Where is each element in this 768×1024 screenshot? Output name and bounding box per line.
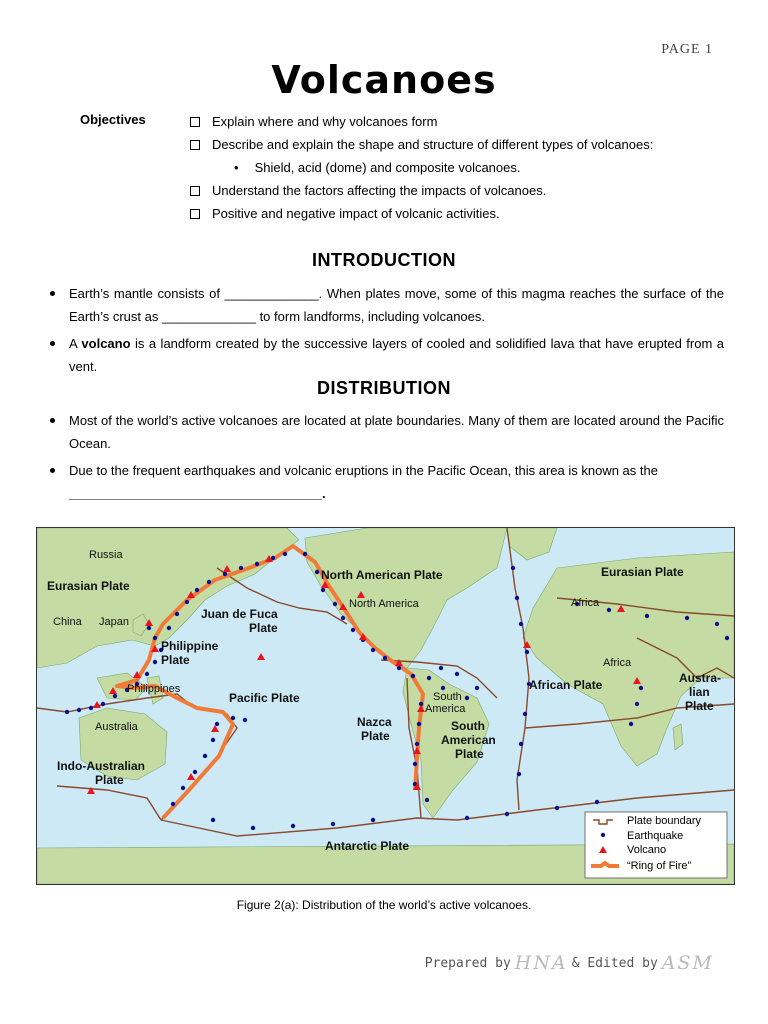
dist-bullet-2	[48, 459, 724, 505]
checkbox-icon	[190, 140, 200, 150]
figure-caption: Figure 2(a): Distribution of the world’s active volcanoes.	[236, 898, 532, 912]
objectives-label: Objectives	[80, 112, 146, 127]
map-legend	[585, 812, 727, 878]
checkbox-icon	[190, 186, 200, 196]
introduction-heading: INTRODUCTION	[312, 250, 456, 270]
intro-bullet-1: Earth’s mantle consists of _____________. When plates move, some of this magma reaches the surface of the Earth’s crust as _____________ to form landforms, including volcanoes.	[48, 282, 724, 328]
dist-bullet-2-text: Due to the frequent earthquakes and volcanic eruptions in the Pacific Ocean, this area is known as the	[69, 463, 658, 478]
map-label-north-america: North America	[349, 598, 419, 610]
map-label-south-america-1: South	[433, 691, 462, 703]
objective-subitem	[190, 156, 730, 179]
map-label-china: China	[53, 616, 82, 628]
objective-item	[190, 202, 730, 225]
footer	[425, 952, 718, 974]
legend-earthquake: Earthquake	[627, 830, 684, 842]
objective-text: Shield, acid (dome) and composite volcanoes.	[254, 160, 521, 175]
tectonic-plate-map	[36, 527, 735, 885]
volcano-term: volcano	[81, 336, 131, 351]
map-label-philippines: Philippines	[127, 683, 181, 695]
footer-prepared: Prepared by	[424, 955, 511, 971]
intro-bullet-2-pre: A	[69, 336, 82, 351]
map-label-african: African Plate	[529, 678, 603, 692]
objective-text: Explain where and why volcanoes form	[212, 114, 438, 129]
map-label-south-american-1: South	[451, 719, 485, 733]
legend-plate-boundary: Plate boundary	[627, 815, 701, 827]
map-label-australia: Australia	[95, 721, 138, 733]
distribution-bullets	[48, 409, 724, 505]
map-label-south-american-2: American	[441, 733, 496, 747]
map-label-eurasian-e: Eurasian Plate	[601, 565, 684, 579]
objective-text: Positive and negative impact of volcanic activities.	[212, 206, 500, 221]
legend-earthquake-icon	[601, 833, 605, 837]
page-title: Volcanoes	[271, 58, 497, 102]
map-label-indo-australian-1: Indo-Australian	[57, 759, 146, 773]
map-label-australian-2: lian	[689, 685, 710, 699]
map-label-antarctic: Antarctic Plate	[325, 839, 410, 853]
map-label-russia: Russia	[89, 549, 123, 561]
map-label-pacific: Pacific Plate	[229, 691, 300, 705]
objectives-list	[190, 110, 730, 225]
page-number: PAGE 1	[661, 42, 713, 57]
map-label-philippine-2: Plate	[161, 653, 190, 667]
map-label-africa-c: Africa	[603, 657, 632, 669]
intro-bullet-2-post: is a landform created by the successive layers of cooled and solidified lava that have erupted from a vent.	[69, 336, 724, 374]
objective-item	[190, 110, 730, 133]
intro-bullet-2	[48, 332, 724, 378]
map-label-australian-1: Austra-	[679, 671, 722, 685]
checkbox-icon	[190, 209, 200, 219]
objective-item	[190, 133, 730, 156]
checkbox-icon	[190, 117, 200, 127]
map-label-north-american: North American Plate	[321, 568, 443, 582]
bullet-icon: •	[234, 160, 239, 175]
map-label-juan-de-fuca-2: Plate	[249, 621, 278, 635]
introduction-bullets	[48, 282, 724, 378]
map-label-eurasian-w: Eurasian Plate	[47, 579, 130, 593]
map-svg	[37, 528, 734, 884]
map-label-south-america-2: America	[425, 703, 466, 715]
objective-text: Understand the factors affecting the impacts of volcanoes.	[212, 183, 547, 198]
signature-1: HNA	[514, 952, 568, 974]
legend-volcano: Volcano	[627, 844, 667, 856]
objective-item	[190, 179, 730, 202]
map-label-nazca-2: Plate	[361, 729, 390, 743]
map-label-south-american-3: Plate	[455, 747, 484, 761]
ring-of-fire-blank: ___________________________________.	[69, 486, 326, 501]
dist-bullet-1: Most of the world’s active volcanoes are located at plate boundaries. Many of them are located around the Pacific Ocean.	[48, 409, 724, 455]
map-label-indo-australian-2: Plate	[95, 773, 124, 787]
footer-edited: & Edited by	[571, 955, 658, 971]
map-label-juan-de-fuca-1: Juan de Fuca	[201, 607, 278, 621]
map-label-nazca-1: Nazca	[357, 715, 392, 729]
map-label-australian-3: Plate	[685, 699, 714, 713]
map-label-africa-n: Africa	[571, 597, 600, 609]
signature-2: ASM	[661, 952, 714, 974]
map-label-philippine-1: Philippine	[161, 639, 219, 653]
map-label-japan: Japan	[99, 616, 129, 628]
legend-ring-of-fire: “Ring of Fire”	[627, 860, 692, 872]
distribution-heading: DISTRIBUTION	[317, 378, 451, 398]
objective-text: Describe and explain the shape and structure of different types of volcanoes:	[212, 137, 654, 152]
